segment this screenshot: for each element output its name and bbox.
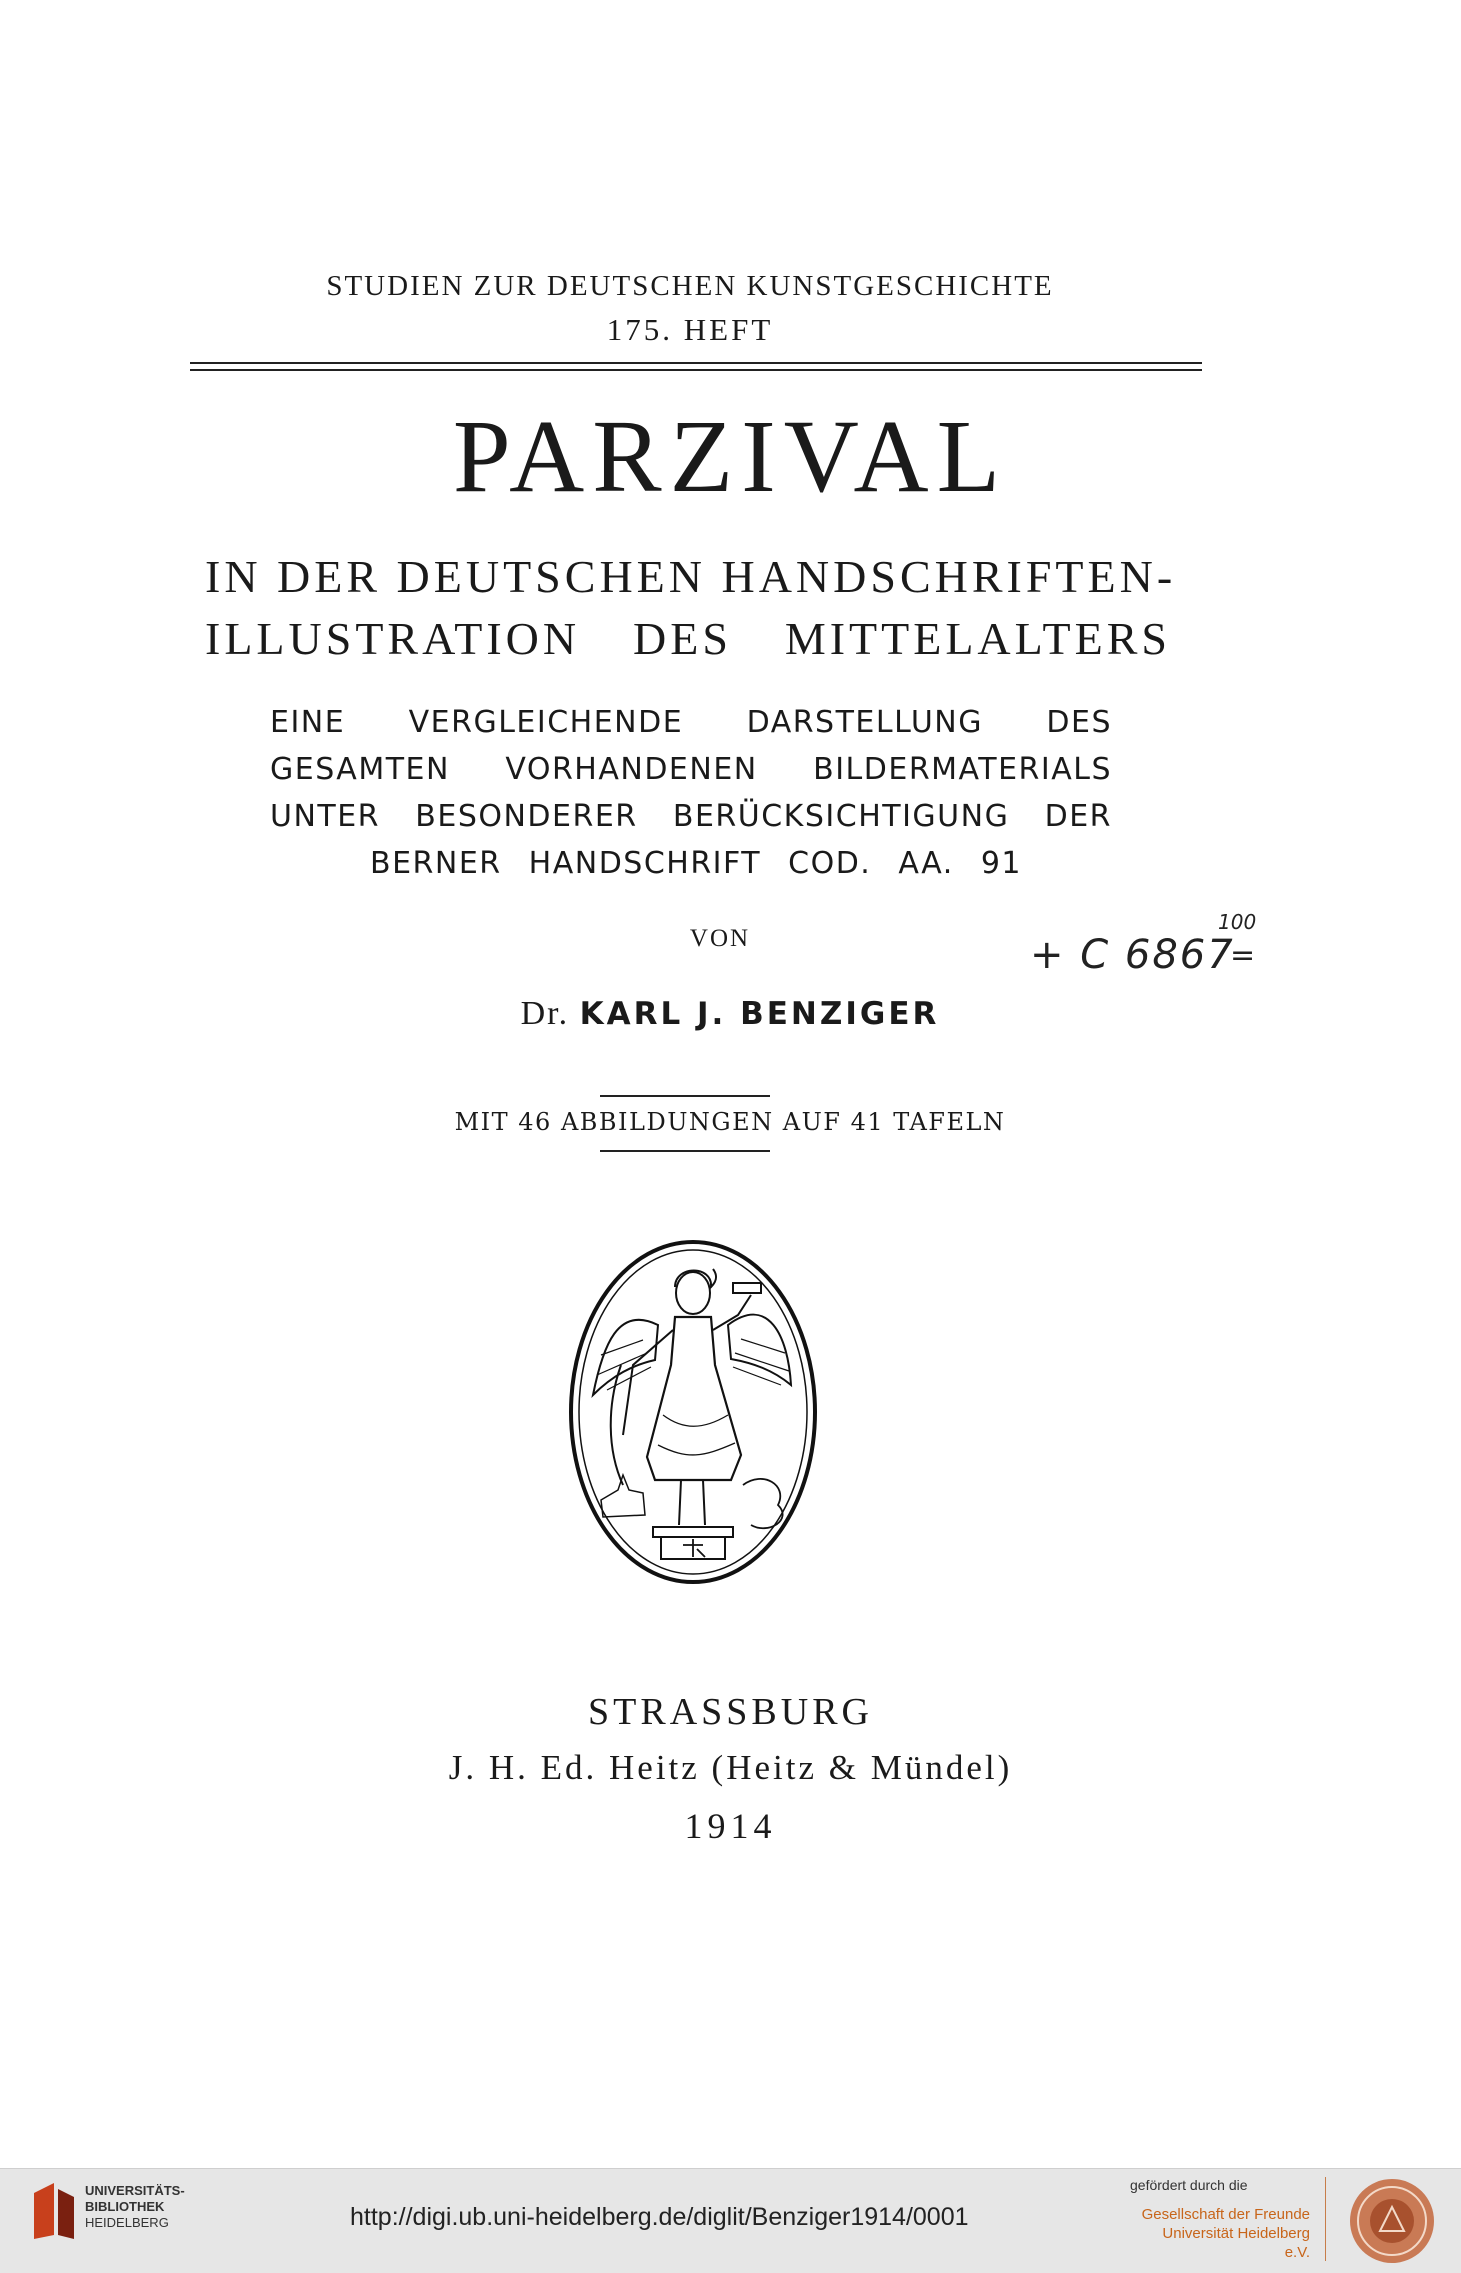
subtitle-line-2: ILLUSTRATION DES MITTELALTERS [205, 613, 1171, 664]
description-line-1: EINE VERGLEICHENDE DARSTELLUNG DES [270, 705, 1112, 740]
imprint-publisher: J. H. Ed. Heitz (Heitz & Mündel) [448, 1748, 1013, 1787]
funder-line-1: Gesellschaft der Freunde [1141, 2206, 1310, 2223]
author-line [340, 995, 1120, 1033]
funded-by-label: gefördert durch die [1130, 2177, 1248, 2193]
funder-line-2: Universität Heidelberg e.V. [1162, 2225, 1310, 2261]
university-library-logo-icon [30, 2179, 78, 2243]
angel-emblem-image [563, 1235, 823, 1590]
shelfmark-mark: = [1230, 938, 1256, 973]
library-name-line-1: UNIVERSITÄTS- [85, 2183, 185, 2198]
library-name [85, 2183, 185, 2231]
author-name: KARL J. BENZIGER [579, 996, 940, 1032]
funder-name [1140, 2205, 1310, 2262]
series-title: STUDIEN ZUR DEUTSCHEN KUNSTGESCHICHTE [326, 270, 1054, 302]
university-seal-icon [1348, 2177, 1436, 2265]
handwritten-shelfmark [1030, 910, 1290, 1000]
footer-bar [0, 2168, 1461, 2273]
shelfmark-main: + C 6867 [1030, 932, 1235, 978]
by-label: VON [689, 925, 751, 952]
imprint-city: STRASSBURG [588, 1691, 873, 1733]
subtitle-line-1: IN DER DEUTSCHEN HANDSCHRIFTEN- [205, 551, 1177, 602]
footer-separator [1325, 2177, 1326, 2261]
short-rule-bottom [600, 1150, 770, 1152]
description-line-3: UNTER BESONDERER BERÜCKSICHTIGUNG DER [270, 799, 1112, 834]
imprint-year: 1914 [684, 1806, 777, 1846]
double-rule-bottom [190, 369, 1202, 371]
description-line-2: GESAMTEN VORHANDENEN BILDERMATERIALS [270, 752, 1112, 787]
issue-number: 175. HEFT [606, 312, 774, 347]
shelfmark-superscript: 100 [1218, 910, 1257, 934]
double-rule-top [190, 362, 1202, 364]
library-name-line-2: BIBLIOTHEK [85, 2199, 165, 2214]
permalink-url[interactable]: http://digi.ub.uni-heidelberg.de/diglit/Benziger1914/0001 [350, 2203, 969, 2231]
illustrations-note: MIT 46 ABBILDUNGEN AUF 41 TAFELN [454, 1108, 1006, 1136]
description-line-4: BERNER HANDSCHRIFT COD. AA. 91 [370, 846, 1022, 881]
short-rule-top [600, 1095, 770, 1097]
author-prefix: Dr. [520, 995, 570, 1032]
library-name-line-3: HEIDELBERG [85, 2215, 169, 2230]
main-title: PARZIVAL [452, 399, 1009, 514]
